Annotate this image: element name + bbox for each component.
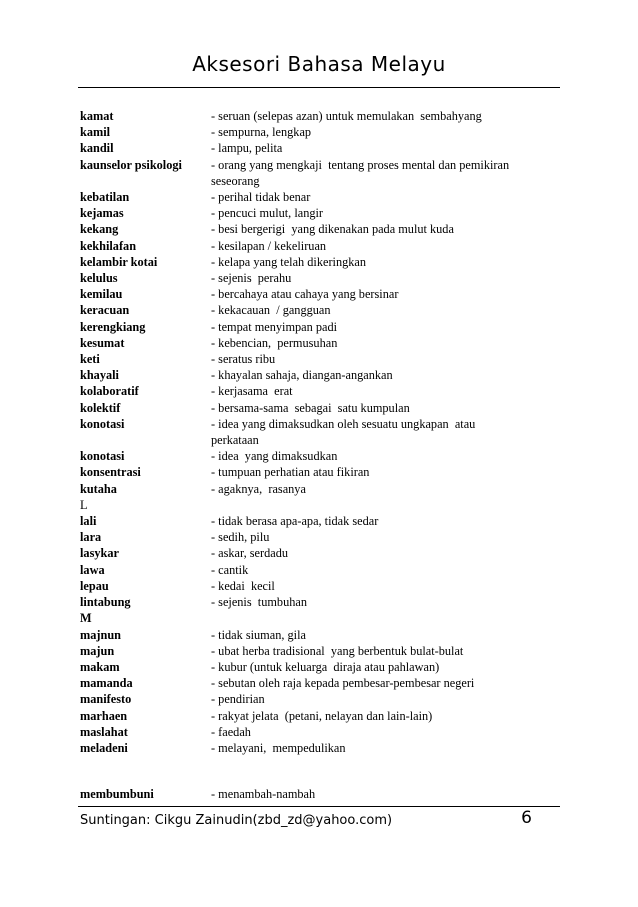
glossary-entry [80,481,550,497]
entry-definition: - cantik [211,562,249,577]
entry-definition: - besi bergerigi yang dikenakan pada mulut kuda [211,222,454,237]
entry-definition: - seruan (selepas azan) untuk memulakan sembahyang [211,109,482,123]
entry-term: kelambir kotai [80,254,158,269]
entry-term: maslahat [80,724,128,739]
entry-term: majnun [80,627,122,642]
entry-term: makam [80,659,120,674]
spacer [80,756,550,786]
glossary-entry [80,562,550,578]
entry-term: membumbuni [80,787,154,802]
glossary-entry [80,578,550,594]
entry-term: khayali [80,368,119,383]
entry-definition: - tidak siuman, gila [211,627,306,642]
section-letter-m: M [80,611,92,626]
glossary-entry [80,400,550,416]
glossary-entry [80,691,550,707]
entry-definition: - sejenis perahu [211,271,292,286]
glossary-entry [80,286,550,302]
entry-term: kekhilafan [80,238,137,253]
entry-definition: - sempurna, lengkap [211,125,312,140]
glossary-entry [80,724,550,740]
entry-definition: - melayani, mempedulikan [211,740,346,755]
glossary-entry [80,627,550,643]
entry-definition: - perihal tidak benar [211,190,311,205]
entry-definition: - kebencian, permusuhan [211,335,338,350]
section-letter-l: L [80,497,88,512]
entry-definition: - sebutan oleh raja kepada pembesar-pembesar negeri [211,676,475,691]
entry-definition: - sejenis tumbuhan [211,595,307,610]
entry-definition: - kekacauan / gangguan [211,303,331,318]
glossary-entry [80,708,550,724]
glossary-entry [80,108,550,124]
glossary-entry [80,351,550,367]
entry-definition: - menambah-nambah [211,787,316,802]
entry-term: majun [80,643,115,658]
entry-term: kamat [80,109,114,123]
entry-term: kerengkiang [80,319,146,334]
glossary-entry [80,302,550,318]
section-l [80,513,550,610]
entry-definition: - bersama-sama sebagai satu kumpulan [211,400,410,415]
entry-term: lali [80,514,97,529]
entry-term: lawa [80,562,105,577]
glossary-entry [80,140,550,156]
entry-term: kesumat [80,335,125,350]
entry-term: mamanda [80,676,133,691]
glossary-entry [80,221,550,237]
title-divider [78,87,560,88]
glossary-entry [80,448,550,464]
entry-definition: - kubur (untuk keluarga diraja atau pahlawan) [211,659,440,674]
section-k [80,108,550,497]
glossary-entry [80,643,550,659]
glossary-entry [80,124,550,140]
entry-definition: - tempat menyimpan padi [211,319,338,334]
glossary-entry [80,383,550,399]
glossary-entry [80,335,550,351]
entry-term: kebatilan [80,190,130,205]
entry-term: lara [80,530,102,545]
glossary-entry [80,270,550,286]
entry-term: lasykar [80,546,119,561]
entry-definition: - ubat herba tradisional yang berbentuk bulat-bulat [211,643,464,658]
glossary-entry [80,659,550,675]
glossary-list [80,108,550,802]
entry-definition: - kesilapan / kekeliruan [211,238,327,253]
entry-definition: - kerjasama erat [211,384,293,399]
glossary-entry [80,513,550,529]
entry-definition: - tidak berasa apa-apa, tidak sedar [211,514,379,529]
entry-definition: - sedih, pilu [211,530,270,545]
entry-term: keracuan [80,303,130,318]
entry-term: konsentrasi [80,465,141,480]
entry-term: meladeni [80,740,128,755]
entry-term: kaunselor psikologi [80,157,182,172]
glossary-entry [80,254,550,270]
entry-definition: - orang yang mengkaji tentang proses mental dan pemikiran seseorang [211,157,510,188]
entry-term: lepau [80,578,109,593]
entry-term: kejamas [80,206,124,221]
glossary-entry [80,367,550,383]
glossary-entry [80,157,550,189]
entry-term: kolektif [80,400,121,415]
glossary-entry [80,464,550,480]
entry-term: kutaha [80,481,117,496]
entry-term: konotasi [80,449,125,464]
footer-credit: Suntingan: Cikgu Zainudin(zbd_zd@yahoo.com) [80,813,393,828]
glossary-entry [80,594,550,610]
entry-definition: - khayalan sahaja, diangan-angankan [211,368,393,383]
entry-definition: - askar, serdadu [211,546,289,561]
entry-definition: - kelapa yang telah dikeringkan [211,254,367,269]
entry-definition: - kedai kecil [211,578,275,593]
section-m [80,627,550,757]
entry-definition: - tumpuan perhatian atau fikiran [211,465,370,480]
entry-definition: - pencuci mulut, langir [211,206,324,221]
entry-term: kekang [80,222,119,237]
entry-definition: - idea yang dimaksudkan oleh sesuatu ungkapan atau perkataan [211,416,476,448]
entry-definition: - idea yang dimaksudkan [211,449,338,464]
glossary-entry [80,319,550,335]
glossary-entry [80,786,550,802]
entry-definition: - seratus ribu [211,352,276,367]
entry-term: konotasi [80,416,125,431]
glossary-entry [80,545,550,561]
entry-definition: - bercahaya atau cahaya yang bersinar [211,287,399,302]
entry-term: lintabung [80,595,131,610]
footer-divider [78,806,560,807]
entry-term: keti [80,352,100,367]
glossary-entry [80,675,550,691]
entry-term: kolaboratif [80,384,139,399]
glossary-entry [80,416,550,448]
entry-definition: - agaknya, rasanya [211,481,306,496]
entry-definition: - rakyat jelata (petani, nelayan dan lain-lain) [211,708,433,723]
entry-definition: - pendirian [211,692,265,707]
glossary-entry [80,238,550,254]
entry-term: manifesto [80,692,132,707]
glossary-entry [80,189,550,205]
page-number: 6 [521,808,532,828]
entry-term: kamil [80,125,111,140]
entry-term: marhaen [80,708,128,723]
page-title: Aksesori Bahasa Melayu [192,52,446,76]
entry-term: kandil [80,141,114,156]
entry-definition: - faedah [211,724,251,739]
entry-term: kelulus [80,271,118,286]
entry-term: kemilau [80,287,123,302]
entry-definition: - lampu, pelita [211,141,283,156]
glossary-entry [80,205,550,221]
glossary-entry [80,740,550,756]
glossary-entry [80,529,550,545]
